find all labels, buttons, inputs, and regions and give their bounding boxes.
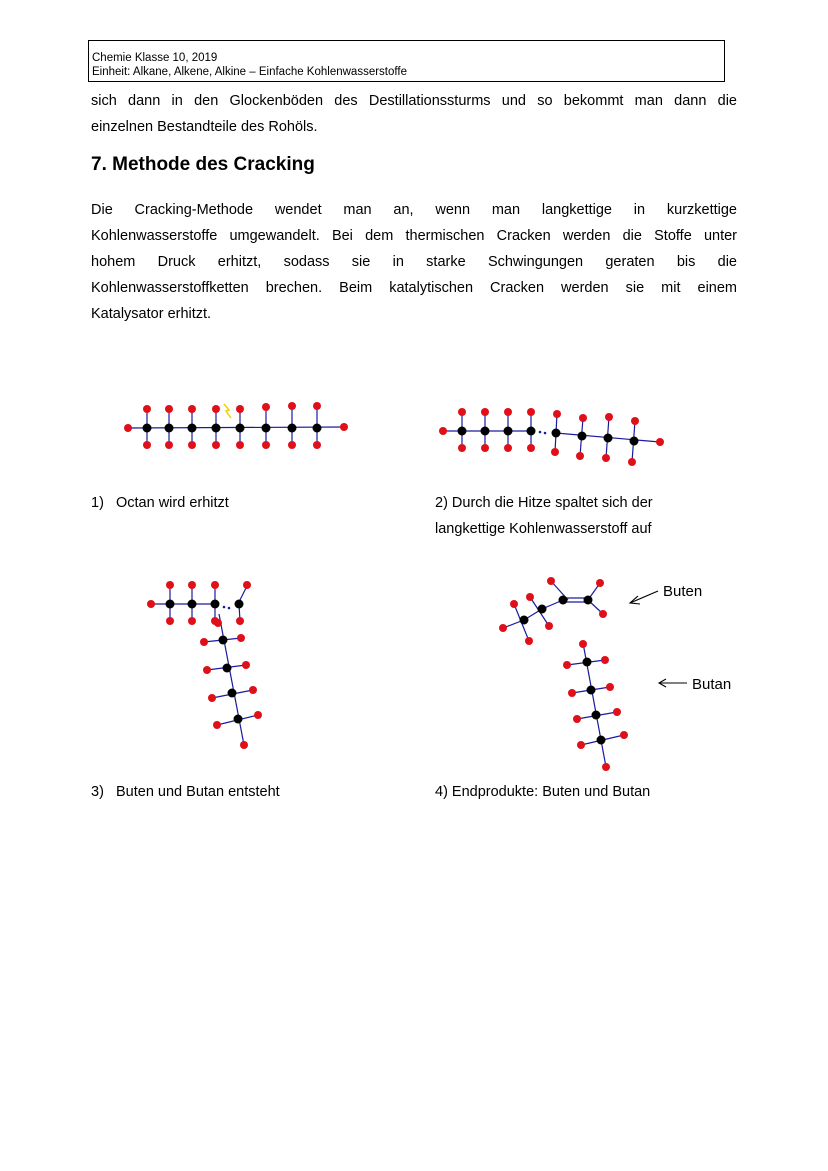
label-buten: Buten: [663, 583, 703, 600]
body-line-2: Kohlenwasserstoffe umgewandelt. Bei dem thermischen Cracken werden die Stoffe unter: [91, 228, 737, 244]
caption-3-text: Buten und Butan entsteht: [116, 784, 280, 800]
header-course: Chemie Klasse 10, 2019: [92, 52, 218, 64]
label-butan: Butan: [692, 676, 732, 693]
figure-end-products: [499, 577, 687, 771]
body-line-3: hohem Druck erhitzt, sodass sie in starke Schwingungen geraten bis die: [91, 254, 737, 270]
arrow-butan-icon: [659, 679, 687, 687]
section-title: 7. Methode des Cracking: [91, 154, 315, 175]
figure-splitting: [439, 408, 664, 466]
header-unit: Einheit: Alkane, Alkene, Alkine – Einfache Kohlenwasserstoffe: [92, 66, 407, 78]
arrow-buten-icon: [630, 591, 658, 604]
caption-2-line-2: langkettige Kohlenwasserstoff auf: [435, 521, 652, 537]
caption-1: [91, 490, 229, 516]
caption-1-number: 1): [91, 495, 104, 511]
figure-buten-butan-forming: [147, 581, 262, 749]
intro-line-2: einzelnen Bestandteile des Rohöls.: [91, 119, 318, 135]
body-line-1: Die Cracking-Methode wendet man an, wenn man langkettige in kurzkettige: [91, 202, 737, 218]
intro-line-1: sich dann in den Glockenböden des Destillationssturms und so bekommt man dann die: [91, 93, 737, 109]
body-line-4: Kohlenwasserstoffketten brechen. Beim katalytischen Cracken werden sie mit einem: [91, 280, 737, 296]
caption-3: [91, 779, 280, 805]
caption-1-text: Octan wird erhitzt: [116, 495, 229, 511]
caption-3-number: 3): [91, 784, 104, 800]
figure-octane: [124, 402, 348, 449]
body-line-5: Katalysator erhitzt.: [91, 306, 212, 322]
caption-4: 4) Endprodukte: Buten und Butan: [435, 784, 651, 800]
caption-2-line-1: 2) Durch die Hitze spaltet sich der: [435, 495, 653, 511]
